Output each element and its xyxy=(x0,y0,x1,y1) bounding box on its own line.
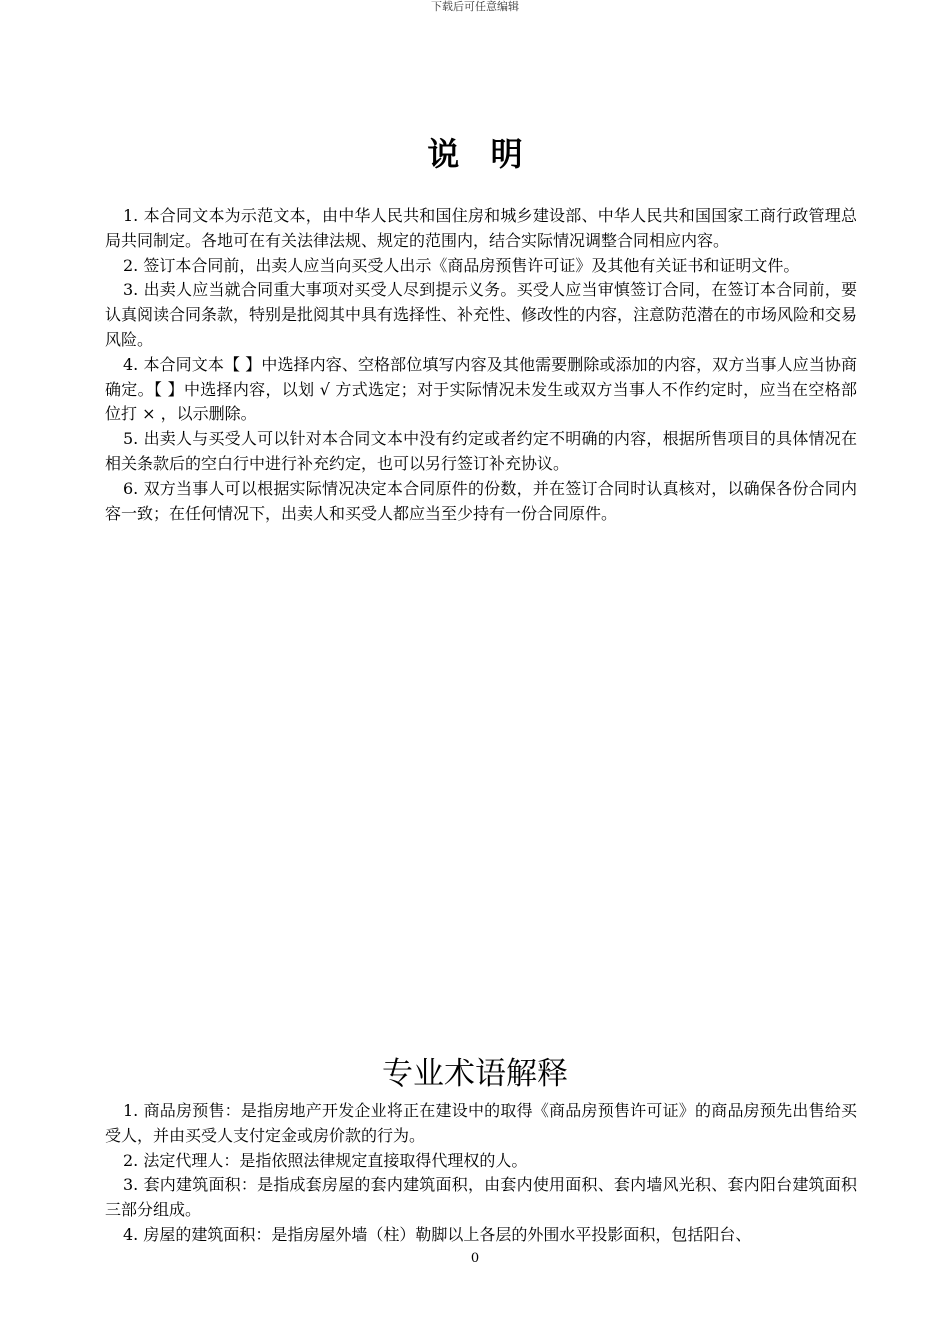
page-header-note: 下载后可任意编辑 xyxy=(431,0,519,13)
instruction-paragraph-1: 1. 本合同文本为示范文本，由中华人民共和国住房和城乡建设部、中华人民共和国国家工商行政管理总局共同制定。各地可在有关法律法规、规定的范围内，结合实际情况调整合同相应内容。 xyxy=(105,206,857,250)
page-number: 0 xyxy=(470,1251,480,1266)
term-paragraph-2: 2. 法定代理人：是指依照法律规定直接取得代理权的人。 xyxy=(123,1150,528,1170)
term-paragraph-4: 4. 房屋的建筑面积：是指房屋外墙（柱）勒脚以上各层的外围水平投影面积，包括阳台、 xyxy=(123,1224,752,1244)
section-title-instructions: 说 明 xyxy=(427,135,533,173)
instruction-paragraph-4: 4. 本合同文本【 】中选择内容、空格部位填写内容及其他需要删除或添加的内容，双方当事人应当协商确定。【 】中选择内容，以划 √ 方式选定；对于实际情况未发生或双方当事人不作约定时，应当在空格部位打 × ，以示删除。 xyxy=(105,354,857,424)
instruction-paragraph-3: 3. 出卖人应当就合同重大事项对买受人尽到提示义务。买受人应当审慎签订合同，在签订本合同前，要认真阅读合同条款，特别是批阅其中具有选择性、补充性、修改性的内容，注意防范潜在的市场风险和交易风险。 xyxy=(105,280,858,349)
instructions-body xyxy=(105,204,857,526)
term-paragraph-3: 3. 套内建筑面积：是指成套房屋的套内建筑面积，由套内使用面积、套内墙风光积、套内阳台建筑面积三部分组成。 xyxy=(105,1175,857,1220)
term-paragraph-1: 1. 商品房预售：是指房地产开发企业将正在建设中的取得《商品房预售许可证》的商品房预先出售给买受人，并由买受人支付定金或房价款的行为。 xyxy=(105,1101,857,1145)
instruction-paragraph-5: 5. 出卖人与买受人可以针对本合同文本中没有约定或者约定不明确的内容，根据所售项目的具体情况在相关条款后的空白行中进行补充约定，也可以另行签订补充协议。 xyxy=(105,429,857,473)
instruction-paragraph-2: 2. 签订本合同前，出卖人应当向买受人出示《商品房预售许可证》及其他有关证书和证明文件。 xyxy=(123,255,800,275)
instruction-paragraph-6: 6. 双方当事人可以根据实际情况决定本合同原件的份数，并在签订合同时认真核对，以确保各份合同内容一致；在任何情况下，出卖人和买受人都应当至少持有一份合同原件。 xyxy=(105,478,857,523)
terms-body xyxy=(105,1099,857,1248)
section-title-terms: 专业术语解释 xyxy=(382,1056,568,1092)
